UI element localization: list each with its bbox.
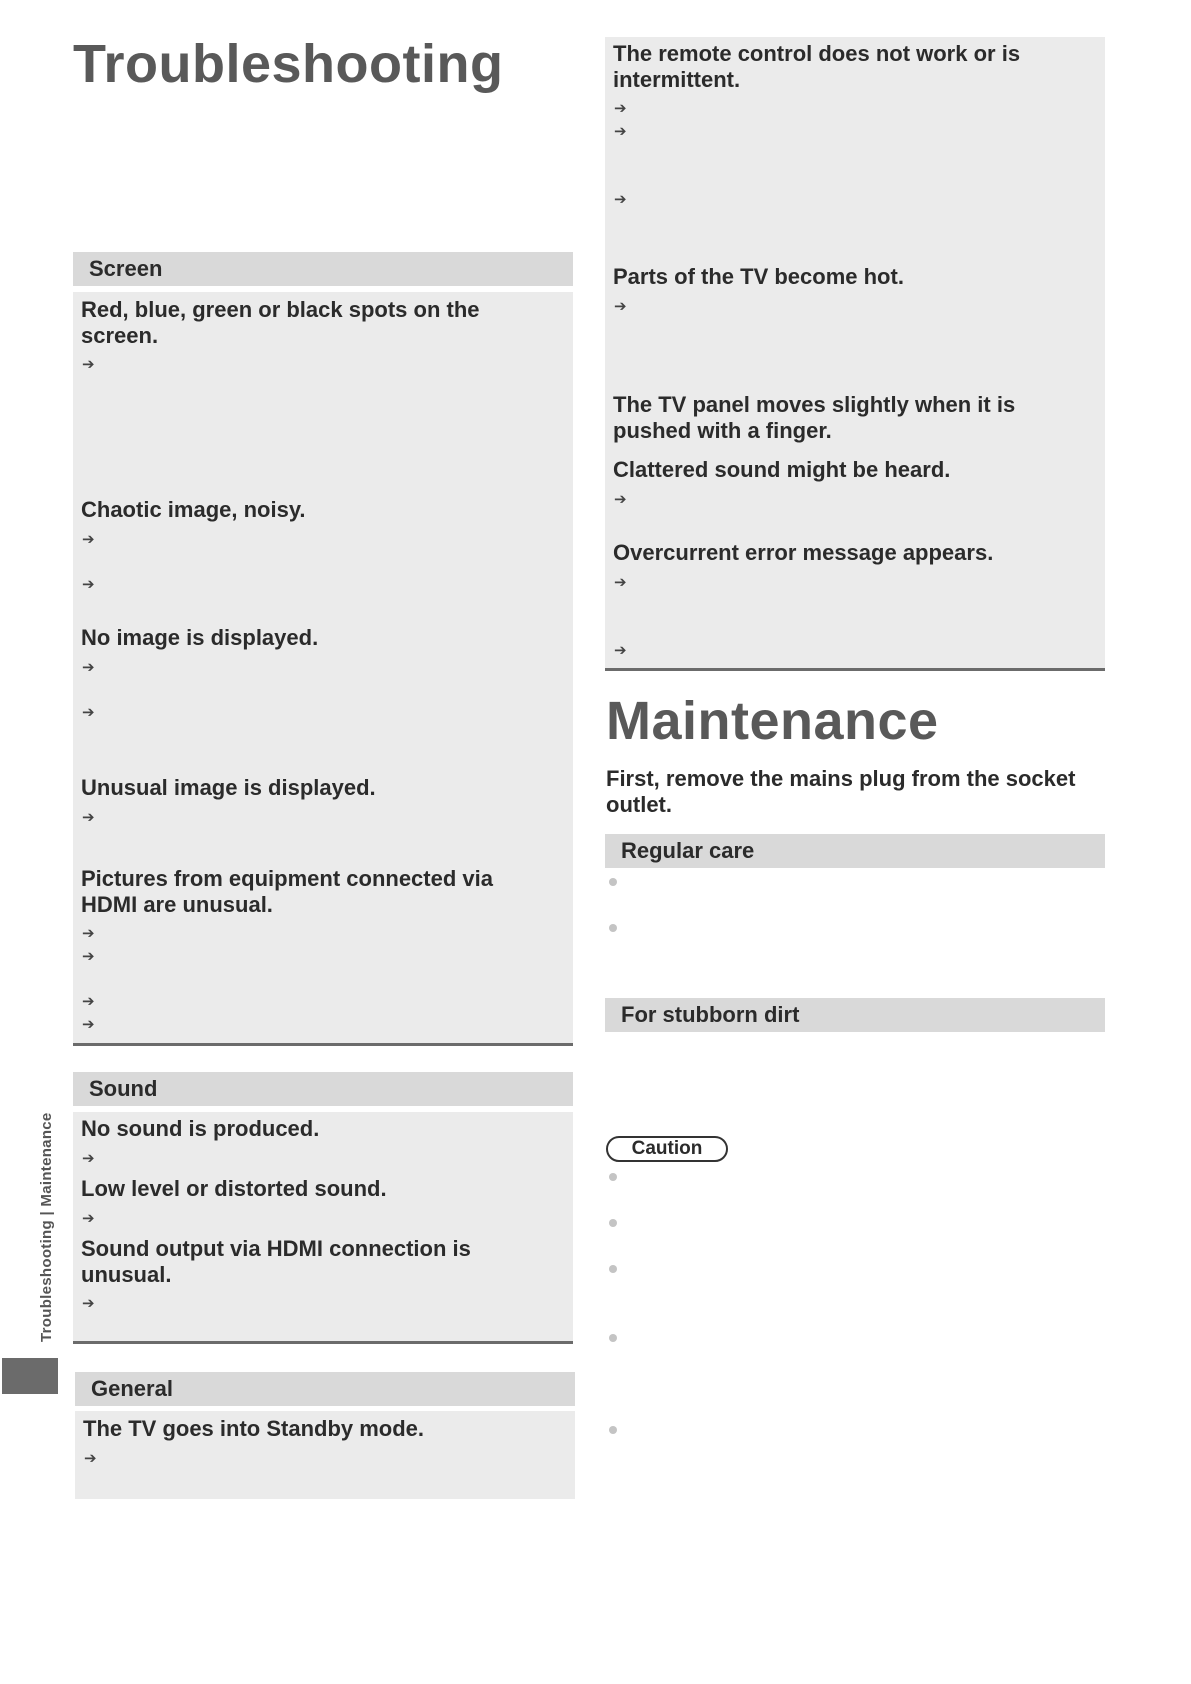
regular-care-header: Regular care [605,834,1105,868]
arrow-icon: ➔ [614,191,627,208]
screen-item-unusual: Unusual image is displayed. [81,775,376,800]
maintenance-intro: First, remove the mains plug from the socket outlet. [606,766,1076,817]
arrow-icon: ➔ [82,1210,95,1227]
maintenance-title: Maintenance [606,691,939,751]
arrow-icon: ➔ [614,298,627,315]
item-remote-control: The remote control does not work or is intermittent. [613,41,1021,92]
arrow-icon: ➔ [614,100,627,117]
arrow-icon: ➔ [84,1450,97,1467]
bullet-icon [609,1173,617,1181]
caution-label: Caution [606,1136,728,1162]
item-overcurrent: Overcurrent error message appears. [613,540,994,565]
arrow-icon: ➔ [82,1295,95,1312]
screen-item-no-image: No image is displayed. [81,625,319,650]
bullet-icon [609,1219,617,1227]
arrow-icon: ➔ [614,491,627,508]
item-parts-hot: Parts of the TV become hot. [613,264,904,289]
arrow-icon: ➔ [82,925,95,942]
arrow-icon: ➔ [82,704,95,721]
arrow-icon: ➔ [82,576,95,593]
arrow-icon: ➔ [82,809,95,826]
arrow-icon: ➔ [614,642,627,659]
stubborn-dirt-header: For stubborn dirt [605,998,1105,1032]
screen-item-spots: Red, blue, green or black spots on the screen. [81,297,480,348]
bullet-icon [609,924,617,932]
arrow-icon: ➔ [82,659,95,676]
sound-item-low-level: Low level or distorted sound. [81,1176,387,1201]
page-title: Troubleshooting [73,34,504,94]
right-panel-divider [605,668,1105,671]
bullet-icon [609,1334,617,1342]
sound-section-header: Sound [73,1072,573,1106]
arrow-icon: ➔ [82,1016,95,1033]
sound-item-hdmi: Sound output via HDMI connection is unusual. [81,1236,471,1287]
general-item-standby: The TV goes into Standby mode. [83,1416,425,1441]
arrow-icon: ➔ [82,948,95,965]
general-panel [75,1411,575,1499]
side-section-label: Troubleshooting | Maintenance [38,1112,55,1342]
sound-panel [73,1112,573,1344]
screen-item-hdmi: Pictures from equipment connected via HDMI are unusual. [81,866,493,917]
screen-item-chaotic: Chaotic image, noisy. [81,497,306,522]
item-clattered-sound: Clattered sound might be heard. [613,457,951,482]
screen-panel [73,292,573,1046]
right-troubleshooting-panel [605,37,1105,668]
bullet-icon [609,878,617,886]
arrow-icon: ➔ [82,531,95,548]
arrow-icon: ➔ [82,356,95,373]
screen-section-header: Screen [73,252,573,286]
item-panel-moves: The TV panel moves slightly when it is pushed with a finger. [613,392,1016,443]
arrow-icon: ➔ [614,574,627,591]
bullet-icon [609,1426,617,1434]
bullet-icon [609,1265,617,1273]
page-tab-marker [2,1358,58,1394]
arrow-icon: ➔ [82,993,95,1010]
general-section-header: General [75,1372,575,1406]
arrow-icon: ➔ [614,123,627,140]
sound-item-no-sound: No sound is produced. [81,1116,320,1141]
arrow-icon: ➔ [82,1150,95,1167]
